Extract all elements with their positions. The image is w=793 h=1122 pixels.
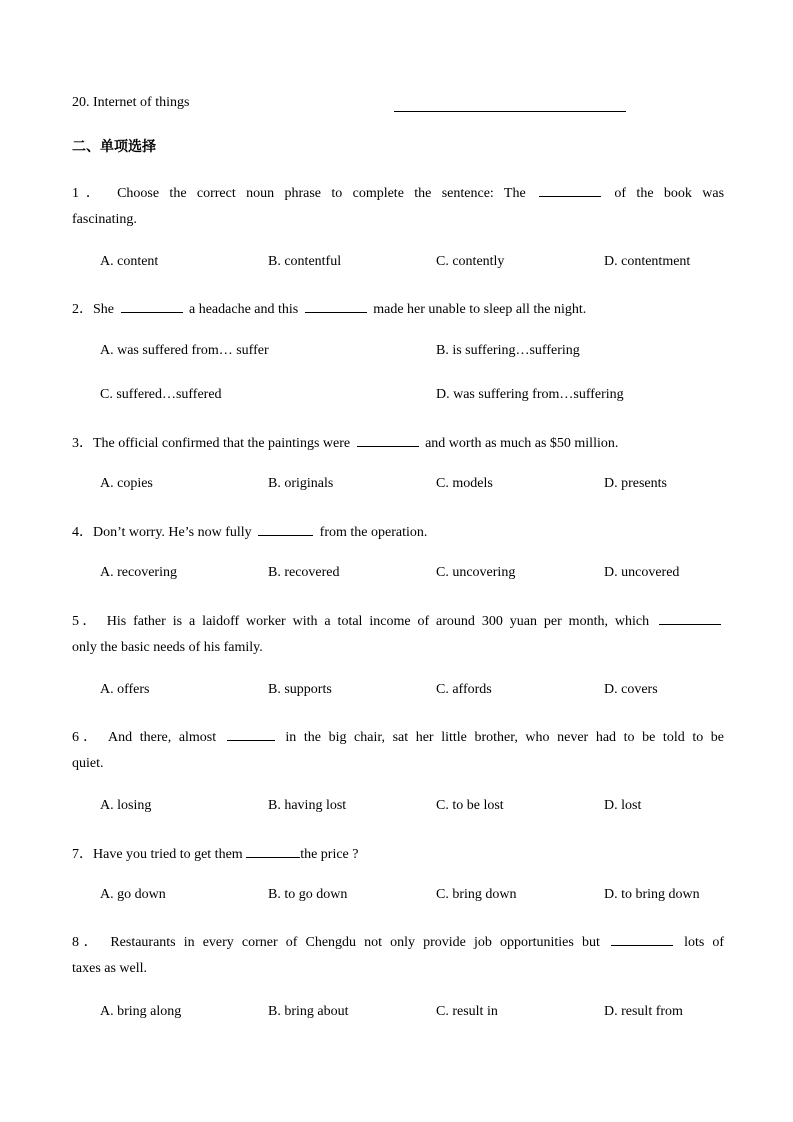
option-b[interactable]: B. to go down [268, 887, 348, 902]
item-20 [72, 95, 189, 111]
option-a[interactable]: A. was suffered from… suffer [100, 343, 269, 358]
option-a[interactable]: A. losing [100, 798, 152, 813]
option-d[interactable]: D. presents [604, 476, 667, 491]
question-text: Have you tried to get them [93, 847, 243, 862]
question-text: and worth as much as $50 million. [425, 436, 619, 451]
option-d[interactable]: D. uncovered [604, 565, 680, 580]
question-text: She [93, 302, 114, 317]
option-d[interactable]: D. covers [604, 682, 658, 697]
question-number: 5． [72, 614, 100, 629]
question-text: in the big chair, sat her little brother, who never had to be told to be [285, 730, 725, 745]
question-number: 7． [72, 847, 93, 862]
question-text: Don’t worry. He’s now fully [93, 525, 252, 540]
question-text: And there, almost [108, 730, 217, 745]
option-d[interactable]: D. contentment [604, 254, 691, 269]
question-continuation: fascinating. [72, 212, 137, 227]
question-number: 3． [72, 436, 93, 451]
question-1 [72, 182, 724, 202]
option-c[interactable]: C. uncovering [436, 565, 516, 580]
option-c[interactable]: C. affords [436, 682, 492, 697]
answer-blank[interactable] [305, 311, 367, 313]
question-text: The official confirmed that the paintings were [93, 436, 351, 451]
option-b[interactable]: B. contentful [268, 254, 342, 269]
answer-blank[interactable] [394, 110, 626, 112]
question-number: 2． [72, 302, 93, 317]
answer-blank[interactable] [258, 534, 313, 536]
question-continuation: only the basic needs of his family. [72, 640, 263, 655]
question-text: His father is a laidoff worker with a total income of around 300 yuan per month, which [106, 614, 650, 629]
question-text: from the operation. [319, 525, 428, 540]
option-b[interactable]: B. recovered [268, 565, 340, 580]
option-d[interactable]: D. result from [604, 1004, 683, 1019]
answer-blank[interactable] [659, 623, 721, 625]
question-3 [72, 432, 618, 452]
option-c[interactable]: C. to be lost [436, 798, 504, 813]
question-text: Choose the correct noun phrase to complete the sentence: The [117, 186, 526, 201]
option-d[interactable]: D. to bring down [604, 887, 700, 902]
option-b[interactable]: B. originals [268, 476, 334, 491]
question-text: a headache and this [189, 302, 299, 317]
question-text: of the book was [614, 186, 725, 201]
question-text: lots of [684, 935, 725, 950]
item-20-label: 20. Internet of things [72, 95, 190, 110]
answer-blank[interactable] [121, 311, 183, 313]
answer-blank[interactable] [357, 445, 419, 447]
option-d[interactable]: D. lost [604, 798, 642, 813]
question-text: made her unable to sleep all the night. [373, 302, 587, 317]
option-b[interactable]: B. is suffering…suffering [436, 343, 580, 358]
option-a[interactable]: A. go down [100, 887, 166, 902]
question-8 [72, 931, 724, 951]
option-b[interactable]: B. having lost [268, 798, 347, 813]
option-a[interactable]: A. recovering [100, 565, 177, 580]
option-c[interactable]: C. result in [436, 1004, 498, 1019]
option-a[interactable]: A. offers [100, 682, 150, 697]
question-2 [72, 298, 586, 318]
question-4 [72, 521, 427, 541]
answer-blank[interactable] [227, 739, 275, 741]
answer-blank[interactable] [539, 195, 601, 197]
option-c[interactable]: C. suffered…suffered [100, 387, 222, 402]
question-number: 6． [72, 730, 102, 745]
answer-blank[interactable] [611, 944, 673, 946]
question-text: Restaurants in every corner of Chengdu not only provide job opportunities but [110, 935, 600, 950]
question-text: the price ? [300, 847, 359, 862]
option-a[interactable]: A. copies [100, 476, 153, 491]
question-7 [72, 843, 358, 863]
question-number: 4． [72, 525, 93, 540]
question-number: 1． [72, 186, 107, 201]
option-a[interactable]: A. bring along [100, 1004, 182, 1019]
option-c[interactable]: C. bring down [436, 887, 517, 902]
question-6 [72, 726, 724, 746]
option-d[interactable]: D. was suffering from…suffering [436, 387, 624, 402]
section-title: 二、单项选择 [72, 139, 156, 155]
question-number: 8． [72, 935, 103, 950]
question-continuation: taxes as well. [72, 961, 148, 976]
option-b[interactable]: B. bring about [268, 1004, 349, 1019]
option-b[interactable]: B. supports [268, 682, 332, 697]
option-a[interactable]: A. content [100, 254, 159, 269]
question-5 [72, 610, 724, 630]
option-c[interactable]: C. contently [436, 254, 505, 269]
answer-blank[interactable] [246, 856, 300, 858]
question-continuation: quiet. [72, 756, 104, 771]
option-c[interactable]: C. models [436, 476, 493, 491]
